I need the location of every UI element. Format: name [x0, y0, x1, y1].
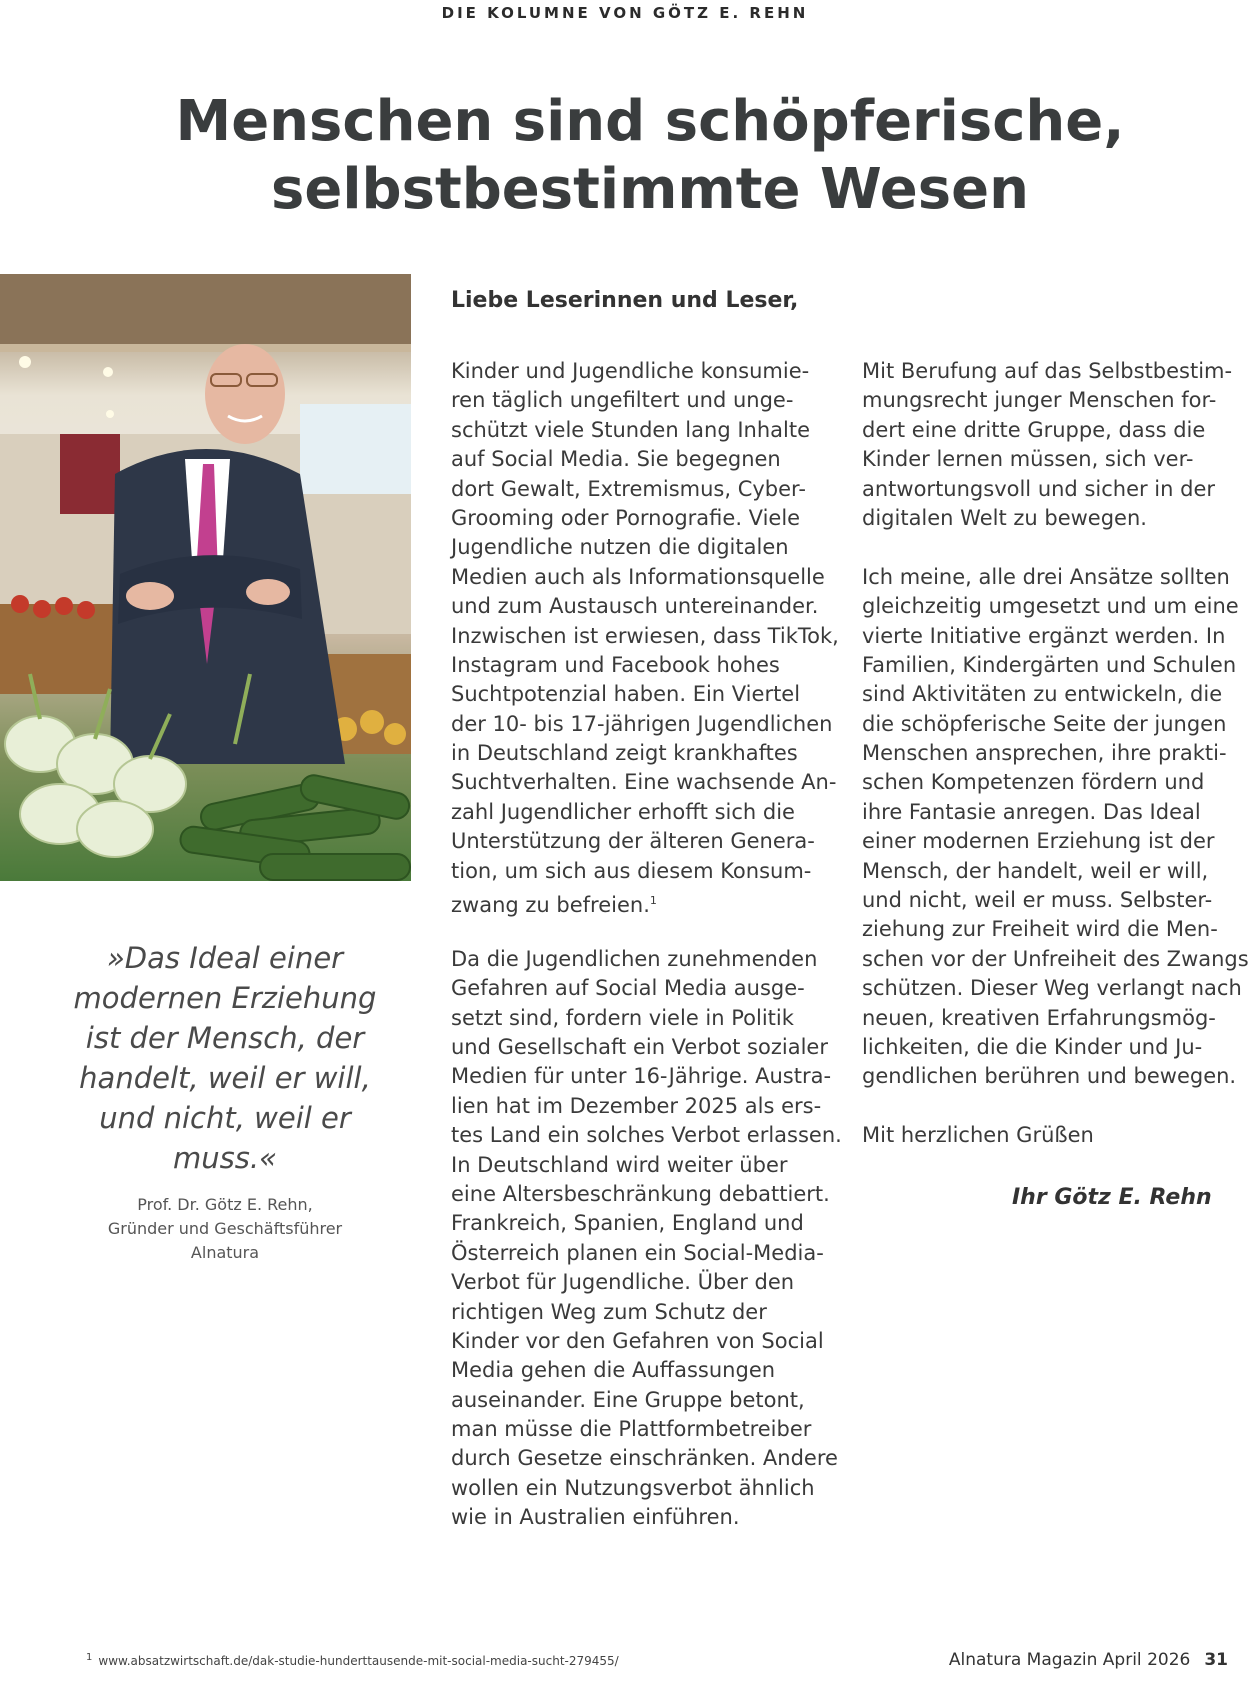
article-line-text: Kinder lernen müssen, sich ver-	[862, 447, 1194, 472]
article-line	[451, 680, 841, 709]
article-line	[451, 945, 841, 974]
article-line-text: lien hat im Dezember 2025 als ers-	[451, 1093, 822, 1118]
article-line-text: Verbot für Jugendliche. Über den	[451, 1270, 795, 1295]
article-line	[862, 768, 1232, 797]
article-line	[451, 1092, 841, 1121]
quote-line: »Das Ideal einer	[106, 941, 344, 975]
article-line	[862, 915, 1232, 944]
article-line-text: Instagram und Facebook hohes	[451, 652, 780, 677]
article-line	[451, 386, 841, 415]
article-line-text: wie in Australien einführen.	[451, 1505, 740, 1530]
article-line	[451, 1503, 841, 1532]
article-line	[451, 1004, 841, 1033]
article-line-text: zwang zu befreien.	[451, 893, 650, 918]
article-line	[451, 1268, 841, 1297]
paragraph-gap	[451, 915, 841, 944]
article-line	[862, 1121, 1232, 1150]
portrait-illustration	[0, 274, 411, 881]
article-line-text: Da die Jugendlichen zunehmenden	[451, 946, 818, 971]
article-line-text: lichkeiten, die die Kinder und Ju-	[862, 1034, 1203, 1059]
article-line-text: Mit Berufung auf das Selbstbestim-	[862, 359, 1233, 383]
article-line	[862, 1033, 1232, 1062]
article-line-text: in Deutschland zeigt krankhaftes	[451, 741, 798, 766]
article-line-text: Medien für unter 16-Jährige. Austra-	[451, 1064, 832, 1089]
article-line	[862, 445, 1232, 474]
article-line-text: dert eine dritte Gruppe, dass die	[862, 417, 1206, 442]
article-line-text: und Gesellschaft ein Verbot sozialer	[451, 1034, 828, 1059]
article-line-text: ren täglich ungefiltert und unge-	[451, 388, 794, 413]
article-line	[862, 592, 1239, 621]
article-line-text: Menschen ansprechen, ihre prakti-	[862, 741, 1227, 766]
footnote	[86, 1652, 619, 1668]
article-line	[451, 1386, 841, 1415]
headline-line-2: selbstbestimmte Wesen	[271, 157, 1029, 222]
article-line	[862, 680, 1232, 709]
article-line-text: auf Social Media. Sie begegnen	[451, 447, 781, 472]
salutation: Liebe Leserinnen und Leser,	[451, 288, 799, 313]
article-line-text: wollen ein Nutzungsverbot ähnlich	[451, 1475, 815, 1500]
article-line-text: Österreich planen ein Social-Media-	[451, 1240, 824, 1265]
article-line	[451, 1474, 841, 1503]
article-column-2	[862, 357, 1249, 1151]
article-line-text: dort Gewalt, Extremismus, Cyber-	[451, 476, 806, 501]
footer-magazine-info	[949, 1650, 1228, 1670]
article-line	[862, 651, 1237, 680]
article-line-text: Gefahren auf Social Media ausge-	[451, 976, 805, 1001]
article-line-text: auseinander. Eine Gruppe betont,	[451, 1387, 805, 1412]
article-line-text: Jugendliche nutzen die digitalen	[451, 535, 789, 560]
article-line-text: sind Aktivitäten zu entwickeln, die	[862, 682, 1223, 707]
article-line-text: Suchtpotenzial haben. Ein Viertel	[451, 682, 801, 707]
article-line-text: tes Land ein solches Verbot erlassen.	[451, 1123, 842, 1148]
footnote-number: 1	[86, 1652, 93, 1663]
article-line-text: schen Kompetenzen fördern und	[862, 770, 1205, 795]
article-line	[451, 1327, 841, 1356]
article-line-text: Kinder und Jugendliche konsumie-	[451, 359, 810, 383]
article-line	[451, 798, 841, 827]
article-line	[451, 504, 841, 533]
article-line-text: vierte Initiative ergänzt werden. In	[862, 623, 1226, 648]
article-line	[862, 416, 1232, 445]
article-line-text: man müsse die Plattformbetreiber	[451, 1417, 812, 1442]
article-line	[862, 475, 1232, 504]
article-line	[862, 827, 1232, 856]
article-line-text: und zum Austausch untereinander.	[451, 594, 819, 619]
signature: Ihr Götz E. Rehn	[1012, 1185, 1212, 1210]
quote-line: modernen Erziehung	[73, 981, 377, 1015]
article-line	[451, 651, 841, 680]
footnote-marker[interactable]: 1	[649, 894, 657, 908]
article-line	[862, 710, 1232, 739]
article-line-text: Kinder vor den Gefahren von Social	[451, 1328, 824, 1353]
article-line	[451, 827, 841, 856]
article-line-text: Familien, Kindergärten und Schulen	[862, 652, 1237, 677]
article-line-text: durch Gesetze einschränken. Andere	[451, 1446, 838, 1471]
article-line-text: Suchtverhalten. Eine wachsende An-	[451, 770, 837, 795]
article-line-text: schützen. Dieser Weg verlangt nach	[862, 976, 1242, 1001]
article-line	[451, 857, 841, 886]
article-line-text: mungsrecht junger Menschen for-	[862, 388, 1217, 413]
article-line-text: Ich meine, alle drei Ansätze sollten	[862, 564, 1230, 589]
article-line	[862, 1004, 1232, 1033]
article-line	[451, 1356, 841, 1385]
quote-line: muss.«	[173, 1141, 277, 1175]
article-line	[862, 798, 1232, 827]
article-column-1	[451, 357, 841, 1533]
article-line	[451, 622, 841, 651]
article-line-text: Inzwischen ist erwiesen, dass TikTok,	[451, 623, 839, 648]
article-line	[451, 710, 841, 739]
article-line-text: zahl Jugendlicher erhofft sich die	[451, 799, 795, 824]
article-line-text: die schöpferische Seite der jungen	[862, 711, 1227, 736]
article-line-text: richtigen Weg zum Schutz der	[451, 1299, 767, 1324]
attribution-line: Gründer und Geschäftsführer	[107, 1219, 343, 1238]
page-title	[150, 88, 1150, 224]
article-line	[862, 974, 1242, 1003]
article-line	[451, 1298, 841, 1327]
article-line	[451, 886, 841, 918]
article-line-text: und nicht, weil er muss. Selbster-	[862, 888, 1213, 913]
article-line-text: Medien auch als Informationsquelle	[451, 564, 825, 589]
article-line	[451, 563, 841, 592]
article-line-text: In Deutschland wird weiter über	[451, 1152, 788, 1177]
article-line	[862, 504, 1232, 533]
article-line-text: antwortungsvoll und sicher in der	[862, 476, 1216, 501]
article-line	[862, 857, 1232, 886]
article-line	[451, 1033, 841, 1062]
magazine-name: Alnatura Magazin April 2026	[948, 1650, 1191, 1670]
article-line	[451, 533, 841, 562]
article-line-text: einer modernen Erziehung ist der	[862, 829, 1215, 854]
page-number: 31	[1204, 1650, 1228, 1670]
article-line-text: der 10- bis 17-jährigen Jugendlichen	[451, 711, 833, 736]
article-line	[451, 1180, 841, 1209]
article-line	[862, 1062, 1237, 1091]
article-line-text: Grooming oder Pornografie. Viele	[451, 505, 801, 530]
quote-attribution	[80, 1193, 370, 1265]
quote-line: ist der Mensch, der	[85, 1021, 365, 1055]
paragraph-gap	[862, 1092, 1232, 1121]
article-line-text: ihre Fantasie anregen. Das Ideal	[862, 799, 1201, 824]
article-line-text: ziehung zur Freiheit wird die Men-	[862, 917, 1218, 942]
article-line	[451, 445, 841, 474]
article-line-text: schützt viele Stunden lang Inhalte	[451, 417, 810, 442]
article-line	[451, 1062, 841, 1091]
article-line	[451, 475, 841, 504]
article-line	[451, 974, 841, 1003]
article-line	[862, 739, 1232, 768]
article-line	[451, 739, 841, 768]
article-line	[451, 1121, 841, 1150]
article-line	[451, 357, 841, 386]
article-line	[451, 1151, 841, 1180]
article-line-text: Unterstützung der älteren Genera-	[451, 829, 815, 854]
attribution-line: Alnatura	[190, 1243, 260, 1262]
article-line-text: gleichzeitig umgesetzt und um eine	[862, 594, 1239, 619]
article-line	[862, 886, 1232, 915]
article-line-text: Mensch, der handelt, weil er will,	[862, 858, 1209, 883]
article-line	[451, 1444, 841, 1473]
quote-line: und nicht, weil er	[99, 1101, 351, 1135]
article-line-text: tion, um sich aus diesem Konsum-	[451, 858, 812, 883]
portrait-photo	[0, 274, 411, 881]
column-kicker: DIE KOLUMNE VON GÖTZ E. REHN	[441, 4, 809, 22]
article-line-text: digitalen Welt zu bewegen.	[862, 505, 1147, 530]
article-line-text: eine Altersbeschränkung debattiert.	[451, 1181, 830, 1206]
paragraph-gap	[862, 533, 1232, 562]
article-line	[862, 945, 1249, 974]
quote-line: handelt, weil er will,	[79, 1061, 371, 1095]
attribution-line: Prof. Dr. Götz E. Rehn,	[137, 1195, 313, 1214]
article-line-text: Media gehen die Auffassungen	[451, 1358, 776, 1383]
article-line-text: Frankreich, Spanien, England und	[451, 1211, 804, 1236]
article-line	[451, 1415, 841, 1444]
article-line	[862, 386, 1232, 415]
pull-quote	[60, 938, 390, 1178]
article-line	[451, 768, 841, 797]
footnote-link[interactable]: www.absatzwirtschaft.de/dak-studie-hunderttausende-mit-social-media-sucht-279455/	[98, 1654, 619, 1668]
article-line	[451, 416, 841, 445]
article-line	[451, 1239, 841, 1268]
article-line-text: neuen, kreativen Erfahrungsmög-	[862, 1005, 1216, 1030]
article-line-text: setzt sind, fordern viele in Politik	[451, 1005, 794, 1030]
article-line	[451, 592, 841, 621]
article-line	[862, 622, 1232, 651]
article-line-text: schen vor der Unfreiheit des Zwangs	[862, 946, 1249, 971]
article-line	[862, 357, 1232, 386]
article-line-text: gendlichen berühren und bewegen.	[862, 1064, 1237, 1089]
article-line-text: Mit herzlichen Grüßen	[862, 1123, 1094, 1148]
article-line	[451, 1209, 841, 1238]
headline-line-1: Menschen sind schöpferische,	[175, 89, 1125, 154]
article-line	[862, 563, 1232, 592]
